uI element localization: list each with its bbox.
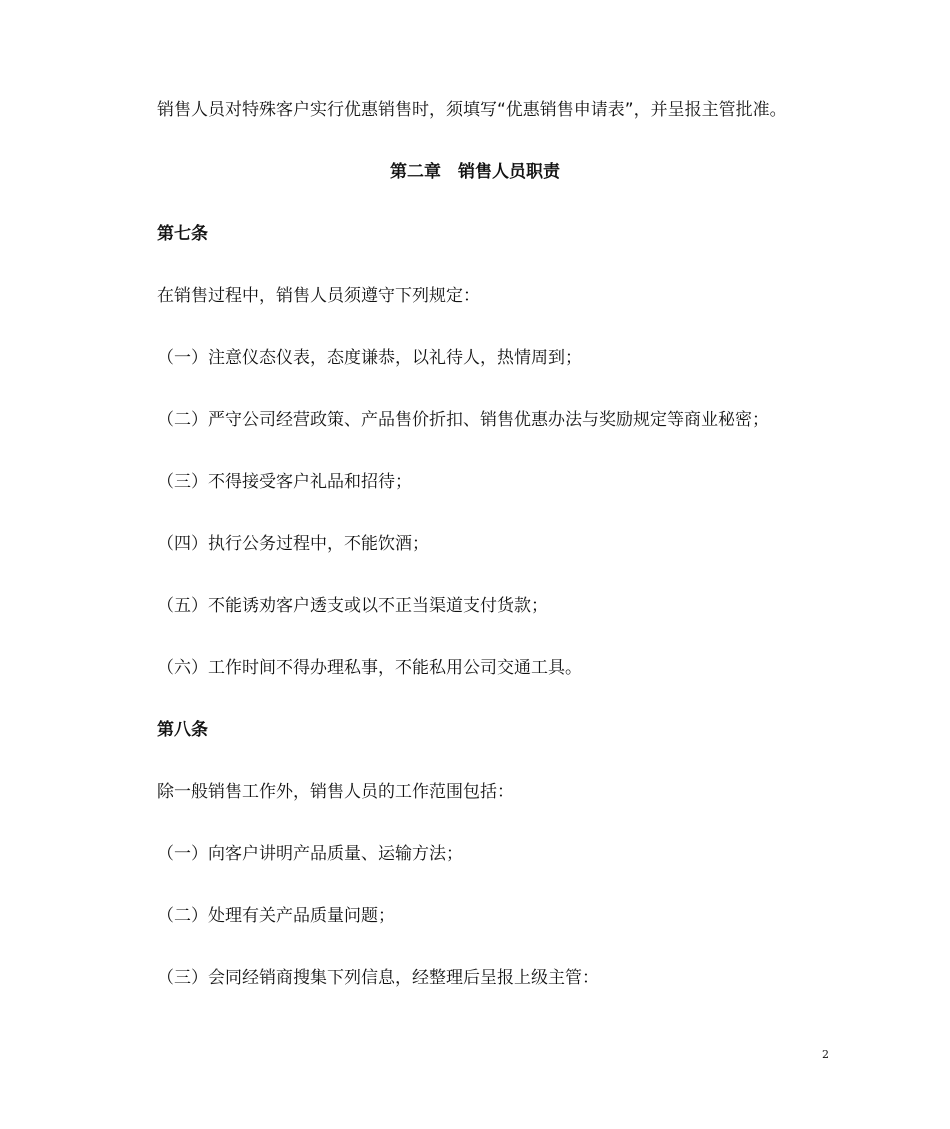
article-7-lead: 在销售过程中，销售人员须遵守下列规定： xyxy=(157,286,480,306)
article-7-heading: 第七条 xyxy=(157,224,208,244)
article-8-item-3: （三）会同经销商搜集下列信息，经整理后呈报上级主管： xyxy=(157,968,599,988)
intro-paragraph: 销售人员对特殊客户实行优惠销售时，须填写“优惠销售申请表”，并呈报主管批准。 xyxy=(157,100,787,120)
article-8-lead: 除一般销售工作外，销售人员的工作范围包括： xyxy=(157,782,514,802)
article-7-item-2: （二）严守公司经营政策、产品售价折扣、销售优惠办法与奖励规定等商业秘密； xyxy=(157,410,769,430)
article-7-item-3: （三）不得接受客户礼品和招待； xyxy=(157,472,412,492)
article-8-item-2: （二）处理有关产品质量问题； xyxy=(157,906,395,926)
article-8-item-1: （一）向客户讲明产品质量、运输方法； xyxy=(157,844,463,864)
article-7-item-1: （一）注意仪态仪表，态度谦恭，以礼待人，热情周到； xyxy=(157,348,582,368)
article-8-heading: 第八条 xyxy=(157,720,208,740)
page-number: 2 xyxy=(822,1048,829,1061)
chapter-title: 第二章 销售人员职责 xyxy=(390,162,560,182)
article-7-item-6: （六）工作时间不得办理私事，不能私用公司交通工具。 xyxy=(157,658,582,678)
article-7-item-5: （五）不能诱劝客户透支或以不正当渠道支付货款； xyxy=(157,596,548,616)
article-7-item-4: （四）执行公务过程中，不能饮酒； xyxy=(157,534,429,554)
